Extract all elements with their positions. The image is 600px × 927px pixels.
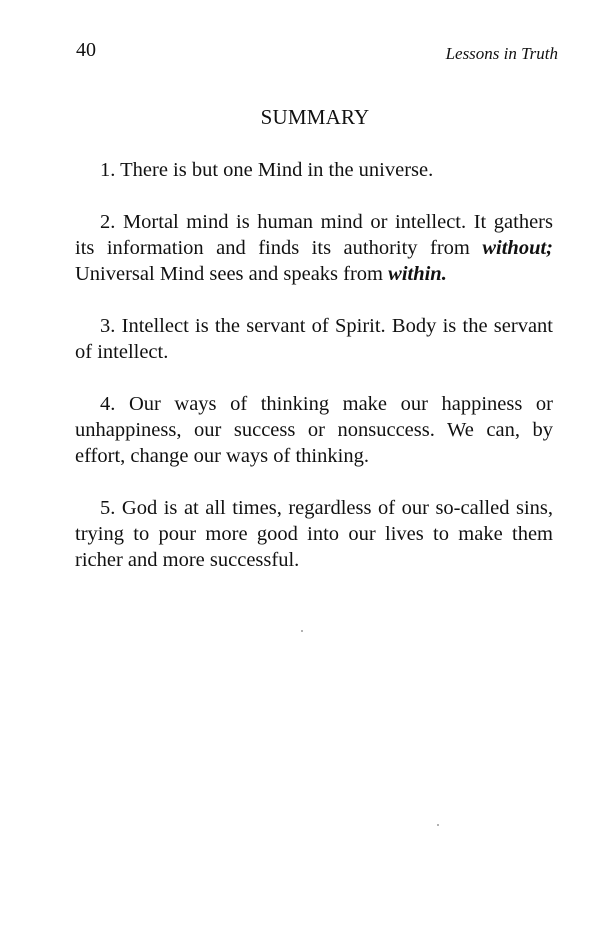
summary-item-2-emphasis-without: without;: [482, 237, 553, 259]
scan-speck: [437, 824, 439, 826]
page-number: 40: [76, 39, 96, 61]
summary-item-2-text-b: Universal Mind sees and speaks from: [75, 263, 389, 285]
summary-item-2: [75, 209, 553, 287]
summary-heading: SUMMARY: [260, 105, 370, 129]
summary-item-5: 5. God is at all times, regardless of our so-called sins, trying to pour more good into our lives to make them richer and more successful.: [75, 497, 553, 571]
summary-item-2-text-a: 2. Mortal mind is human mind or intellect. It gathers its information and finds its authority from: [75, 211, 553, 259]
summary-list: [75, 157, 553, 599]
summary-item-2-emphasis-within: within.: [388, 263, 447, 285]
summary-item-4: 4. Our ways of thinking make our happiness or unhappiness, our success or nonsuccess. We can, by effort, change our ways of thinking.: [75, 393, 553, 467]
running-title: Lessons in Truth: [445, 44, 558, 63]
summary-item-3: 3. Intellect is the servant of Spirit. Body is the servant of intellect.: [75, 315, 553, 363]
summary-item-1: 1. There is but one Mind in the universe.: [100, 159, 434, 181]
scan-speck: [301, 630, 303, 632]
